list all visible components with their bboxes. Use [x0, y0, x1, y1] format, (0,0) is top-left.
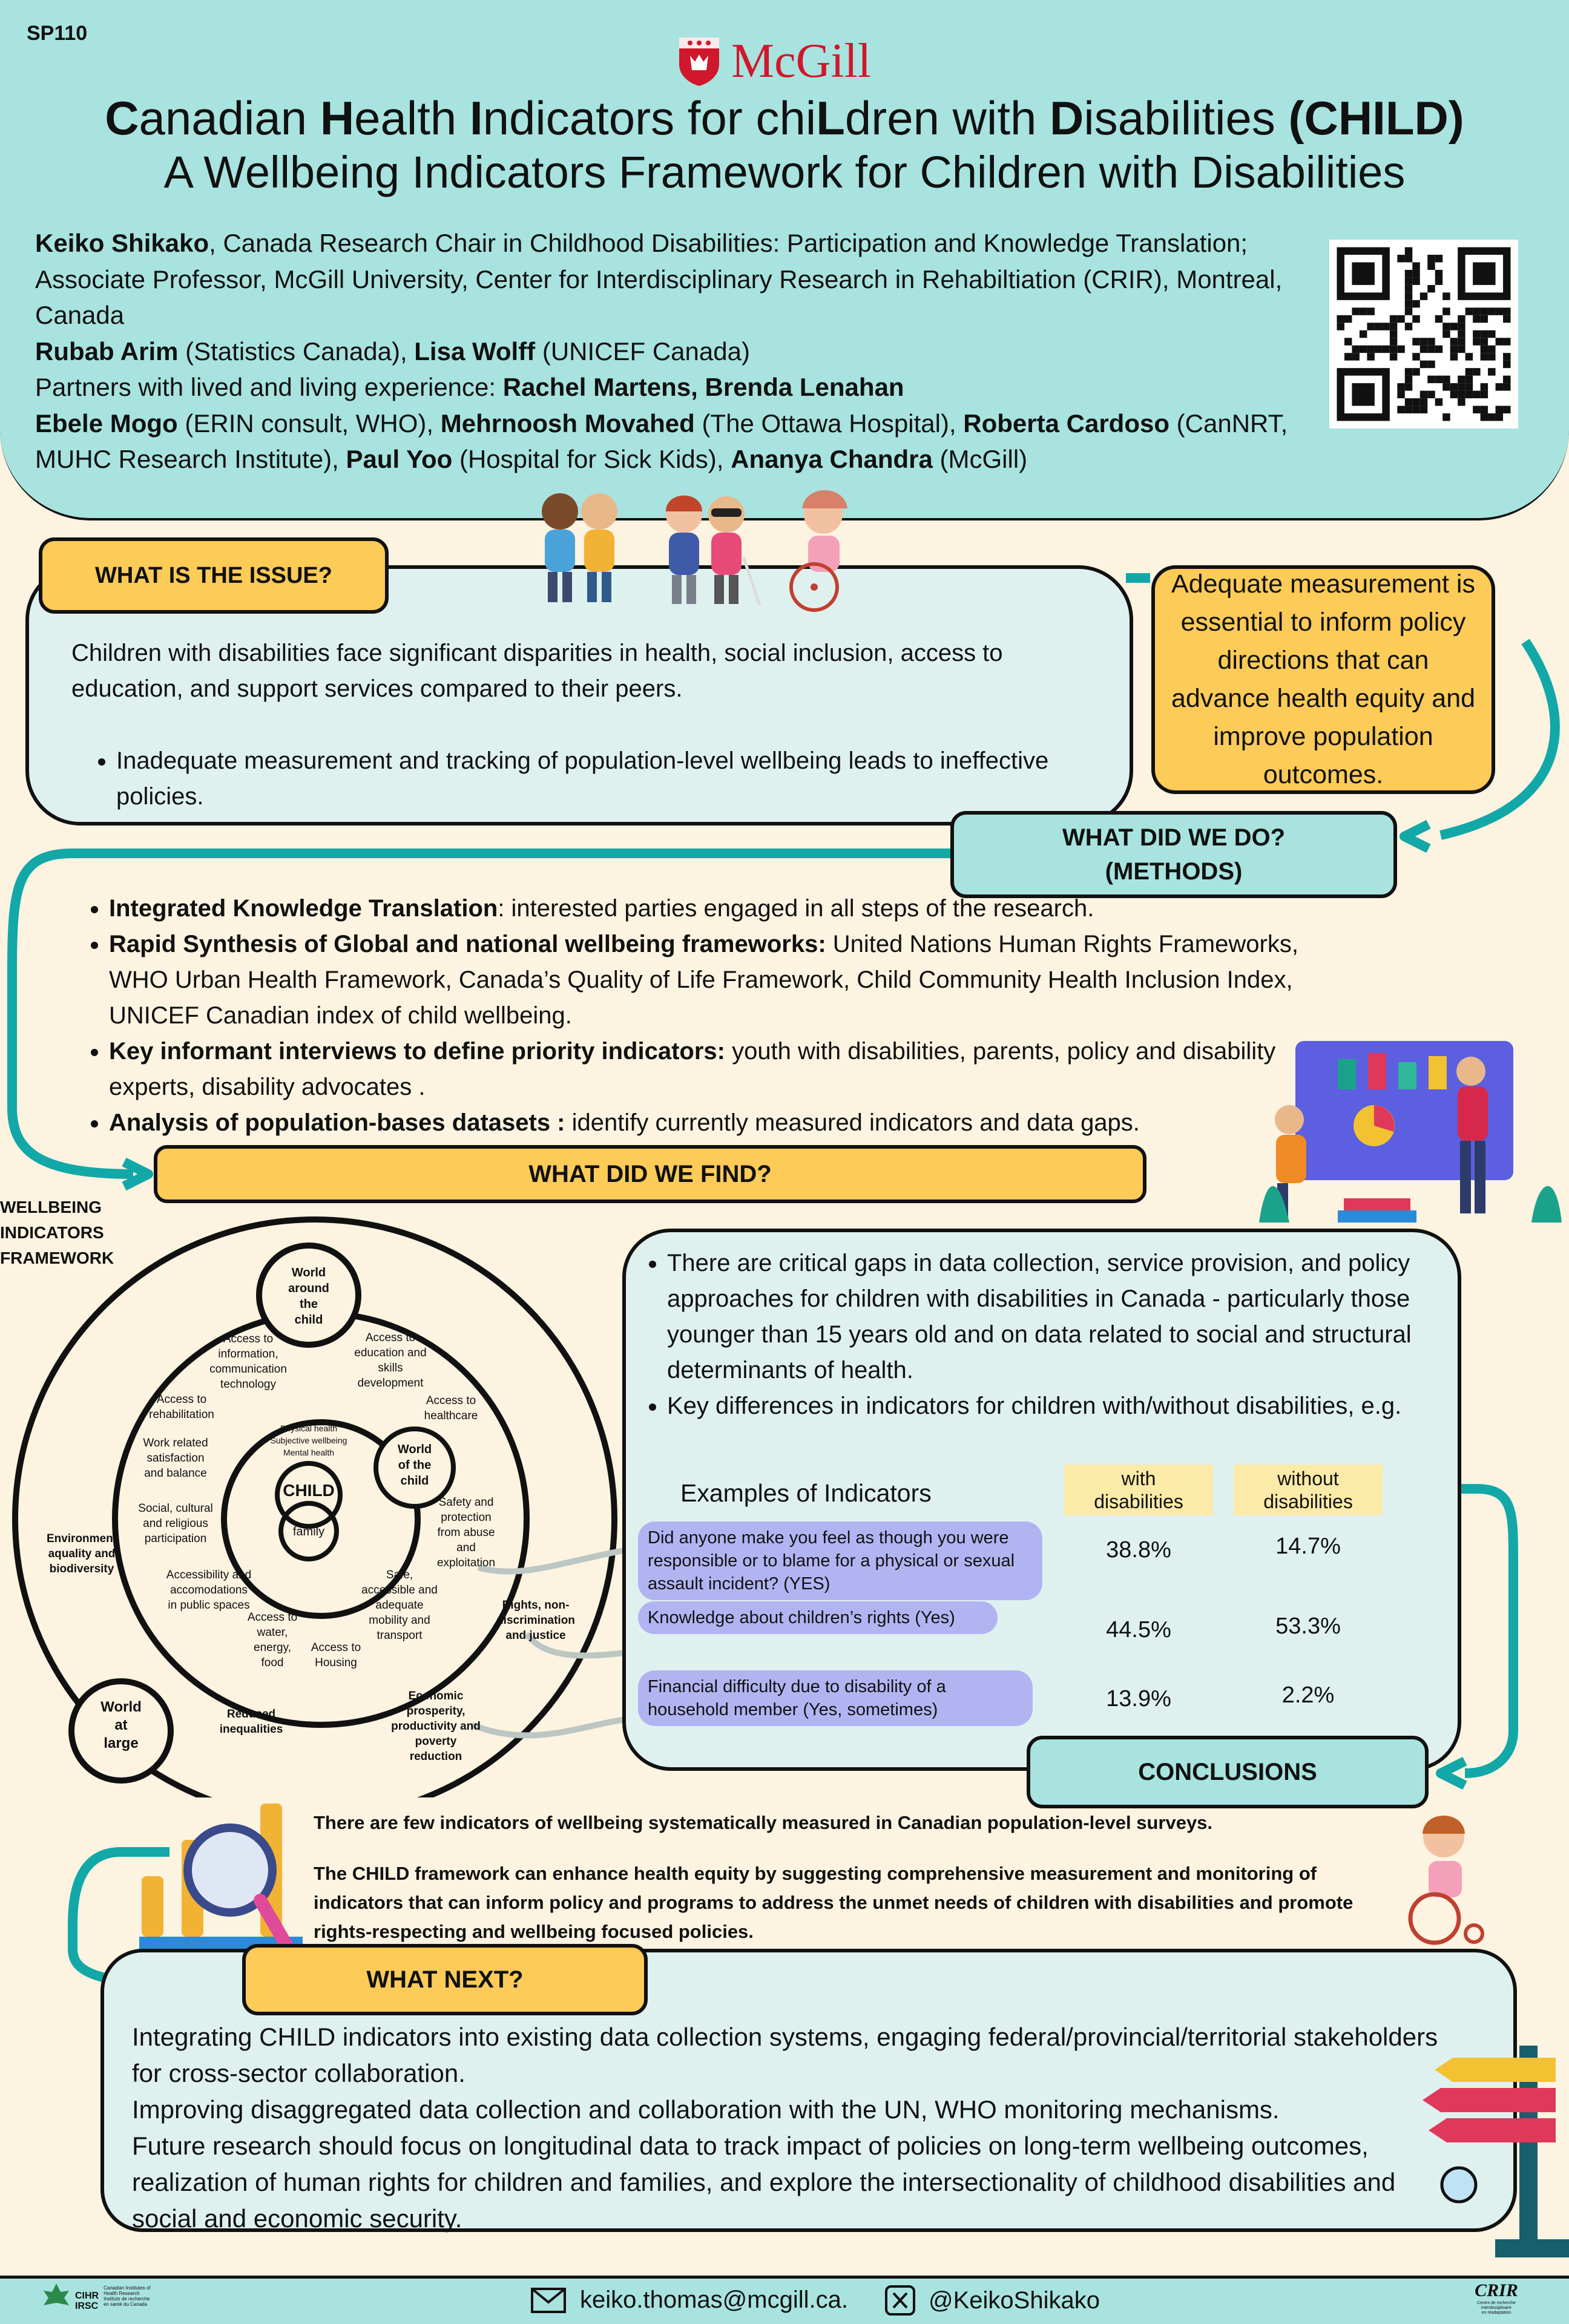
conclusion-2: The CHILD framework can enhance health equity by suggesting comprehensive measurement and monitoring of indicators that can inform policy and programs to address the unmet needs of children with disabilities and promote rights-respecting and wellbeing focused policies.: [314, 1863, 1354, 1942]
title-part-bold: H: [320, 91, 355, 145]
author-text: (UNICEF Canada): [535, 336, 750, 366]
children-illustration: [521, 484, 884, 617]
author-bold: Ananya Chandra: [731, 445, 933, 473]
title-part-bold: D: [1050, 91, 1084, 145]
title-part-text: ndicators for chi: [482, 91, 817, 145]
author-bold: Mehrnoosh Movahed: [440, 409, 695, 438]
title-part-bold: L: [816, 91, 845, 145]
poster-subtitle: A Wellbeing Indicators Framework for Children with Disabilities: [163, 147, 1406, 197]
author-bold: Lisa Wolff: [414, 336, 536, 366]
cihr-text: CIHR IRSC: [75, 2291, 99, 2311]
framework-outer-item: Reduced inequalities: [219, 1708, 283, 1736]
indicator-question: Did anyone make you feel as though you were responsible or to blame for a physical or sexual assault incident? (YES): [638, 1521, 1042, 1600]
qr-code[interactable]: [1329, 240, 1518, 428]
methods-heading-line2: (METHODS): [1105, 858, 1243, 885]
author-text: (ERIN consult, WHO),: [177, 409, 441, 438]
cihr-logo: [42, 2280, 158, 2311]
author-bold: Keiko Shikako: [35, 229, 209, 257]
framework-mid-item: Safe, accessible and adequate mobility and transport: [361, 1569, 438, 1642]
title-part-bold: I: [469, 91, 483, 145]
indicator-question: Knowledge about children’s rights (Yes): [638, 1601, 998, 1634]
title-part-text: dren with: [844, 91, 1050, 145]
method-item-text: identify currently measured indicators and data gaps.: [565, 1109, 1140, 1136]
method-item-title: Integrated Knowledge Translation: [109, 895, 498, 922]
framework-outer-item: Economic prosperity, productivity and poverty reduction: [391, 1690, 481, 1763]
title-part-text: anadian: [139, 91, 320, 145]
framework-mid-item: Access to Housing: [311, 1641, 361, 1669]
conclusion-1: There are few indicators of wellbeing systematically measured in Canadian population-level surveys.: [314, 1812, 1213, 1833]
indicator-without-value: 2.2%: [1281, 1682, 1335, 1708]
indicator-with-value: 13.9%: [1106, 1686, 1171, 1712]
poster-title: [0, 91, 1569, 145]
shield-icon: [678, 36, 720, 87]
x-twitter-icon: [885, 2285, 915, 2316]
title-part-text: ealth: [354, 91, 470, 145]
framework-label: WELLBEING INDICATORS FRAMEWORK: [0, 1198, 114, 1267]
indicator-question: Financial difficulty due to disability of a household member (Yes, sometimes): [638, 1670, 1033, 1726]
author-bold: Roberta Cardoso: [963, 409, 1169, 438]
framework-mid-item: Accessibility and accomodations in public spaces: [166, 1569, 252, 1612]
author-bold: Paul Yoo: [346, 445, 453, 473]
next-text: [132, 2019, 1452, 2237]
next-heading: WHAT NEXT?: [242, 1944, 648, 2015]
author-text: , Canada Research Chair in Childhood Disabilities: Participation and Knowledge Translation; Associate Professor, McGill University, Center for Interdisciplinary Research in Rehabiltiation (CRIR), Montreal, Canada: [35, 229, 1283, 329]
email-text: keiko.thomas@mcgill.ca.: [580, 2286, 848, 2313]
inner-items-label: Physical health Subjective wellbeing Mental health: [270, 1423, 347, 1457]
method-item: [109, 927, 1322, 1034]
issue-bullet: • Inadequate measurement and tracking of population-level wellbeing leads to ineffective policies.: [116, 743, 1114, 815]
mcgill-logo: [678, 34, 871, 89]
method-item-text: United Nations Human Rights Frameworks, WHO Urban Health Framework, Canada’s Quality of Life Framework, Child Community Health Inclusion Index, UNICEF Canadian index of child wellbeing.: [109, 931, 1298, 1029]
methods-heading-line1: WHAT DID WE DO?: [1062, 824, 1286, 851]
issue-callout: Adequate measurement is essential to inform policy directions that can advance health equity and improve population outcomes.: [1151, 565, 1495, 794]
wheelchair-child-illustration: [1386, 1810, 1495, 1949]
findings-list: [643, 1246, 1436, 1424]
conclusions-heading: CONCLUSIONS: [1027, 1736, 1429, 1808]
next-line: Future research should focus on longitudinal data to track impact of policies on long-term wellbeing outcomes, realization of human rights for children and families, and explore the intersectionality of childhood disabilities and social and economic security.: [132, 2132, 1396, 2233]
poster-code: SP110: [27, 22, 88, 45]
method-item-title: Rapid Synthesis of Global and national wellbeing frameworks:: [109, 931, 826, 957]
contact-twitter[interactable]: [885, 2285, 1100, 2316]
framework-outer-item: Rights, non- discrimination and justice: [496, 1599, 575, 1642]
method-item-title: Key informant interviews to define priority indicators:: [109, 1038, 725, 1065]
finding-bullet: • There are critical gaps in data collection, service provision, and policy approaches for children with disabilities in Canada - particularly those younger than 15 years old and on data related to social and structural determinants of health.: [667, 1246, 1436, 1388]
author-text: (The Ottawa Hospital),: [694, 409, 964, 438]
next-line: Improving disaggregated data collection and collaboration with the UN, WHO monitoring mechanisms.: [132, 2095, 1280, 2124]
col-without-header: without disabilities: [1234, 1465, 1383, 1515]
title-part-text: isabilities: [1084, 91, 1289, 145]
author-text: (Statistics Canada),: [178, 336, 415, 366]
framework-mid-item: Access to water, energy, food: [247, 1611, 298, 1669]
col-with-header: with disabilities: [1064, 1465, 1213, 1515]
next-line: Integrating CHILD indicators into existing data collection systems, engaging federal/provincial/territorial stakeholders for cross-sector collaboration.: [132, 2023, 1438, 2087]
indicator-with-value: 38.8%: [1106, 1537, 1171, 1563]
world-of-child-label: World of the child: [397, 1443, 432, 1488]
signpost-illustration: [1416, 2040, 1569, 2270]
author-text: (CanNRT, MUHC Research Institute),: [35, 409, 1288, 473]
author-bold: Rachel Martens, Brenda Lenahan: [502, 373, 904, 401]
author-line: [35, 225, 1306, 333]
method-item-title: Analysis of population-bases datasets :: [109, 1109, 565, 1136]
author-bold: Rubab Arim: [35, 336, 179, 366]
author-line: [35, 333, 1306, 370]
author-line: [35, 369, 1306, 405]
methods-list: [75, 891, 1322, 1141]
issue-paragraph: Children with disabilities face significant disparities in health, social inclusion, access to education, and support services compared to their peers.: [71, 640, 1003, 702]
framework-mid-item: Access to rehabilitation: [149, 1393, 214, 1421]
finding-bullet: • Key differences in indicators for children with/without disabilities, e.g.: [667, 1388, 1436, 1424]
title-part-bold: C: [105, 91, 139, 145]
author-bold: Ebele Mogo: [35, 409, 178, 438]
method-item-text: youth with disabilities, parents, policy and disability experts, disability advocates .: [109, 1038, 1276, 1100]
issue-heading: WHAT IS THE ISSUE?: [39, 537, 389, 614]
indicator-with-value: 44.5%: [1106, 1617, 1171, 1643]
find-heading: WHAT DID WE FIND?: [154, 1145, 1146, 1203]
author-line: [35, 405, 1306, 478]
indicator-without-value: 14.7%: [1275, 1534, 1341, 1559]
author-text: (Hospital for Sick Kids),: [452, 445, 731, 473]
framework-mid-item: Work related satisfaction and balance: [143, 1437, 208, 1480]
issue-bullet-list: [85, 743, 1114, 815]
qr-pattern: [1329, 240, 1518, 428]
cihr-small-text: Canadian Institutes of Health Research Instituts de recherche en santé du Canada: [104, 2285, 151, 2307]
crir-small-text: Centre de recherche interdisciplinaire en réadaptation: [1477, 2301, 1516, 2315]
data-presentation-illustration: [1253, 1029, 1568, 1229]
crir-text: CRIR: [1475, 2280, 1518, 2300]
author-list: [35, 225, 1306, 478]
framework-outer-item: Environment aquality and biodiversity: [46, 1532, 117, 1575]
world-at-large-label: World at large: [100, 1699, 142, 1751]
author-text: Partners with lived and living experience:: [35, 373, 503, 401]
method-item: [109, 891, 1322, 927]
title-part-bold: (CHILD): [1288, 91, 1464, 145]
email-icon: [530, 2287, 567, 2314]
crir-logo: [1460, 2280, 1533, 2316]
logo-wordmark: McGill: [731, 34, 872, 88]
leaf-icon: [42, 2282, 70, 2310]
indicators-table-title: Examples of Indicators: [680, 1479, 932, 1507]
family-label: family: [292, 1525, 325, 1538]
framework-mid-item: Social, cultural and religious participation: [138, 1502, 213, 1545]
child-label: CHILD: [283, 1481, 335, 1500]
framework-mid-item: Access to healthcare: [424, 1394, 478, 1422]
framework-mid-item: Access to education and skills development: [354, 1331, 427, 1390]
methods-heading: [950, 811, 1397, 898]
method-item: [109, 1034, 1322, 1105]
contact-email[interactable]: [530, 2286, 848, 2314]
framework-mid-item: Access to information, communication technology: [209, 1333, 287, 1391]
method-item: [109, 1105, 1322, 1141]
author-text: (McGill): [932, 445, 1028, 473]
world-around-label: World around the child: [288, 1266, 329, 1327]
indicator-without-value: 53.3%: [1275, 1613, 1341, 1639]
method-item-text: : interested parties engaged in all steps of the research.: [498, 895, 1094, 922]
framework-mid-item: Safety and protection from abuse and exploitation: [436, 1496, 496, 1569]
framework-labels: [0, 1192, 630, 1797]
twitter-handle: @KeikoShikako: [929, 2286, 1100, 2314]
